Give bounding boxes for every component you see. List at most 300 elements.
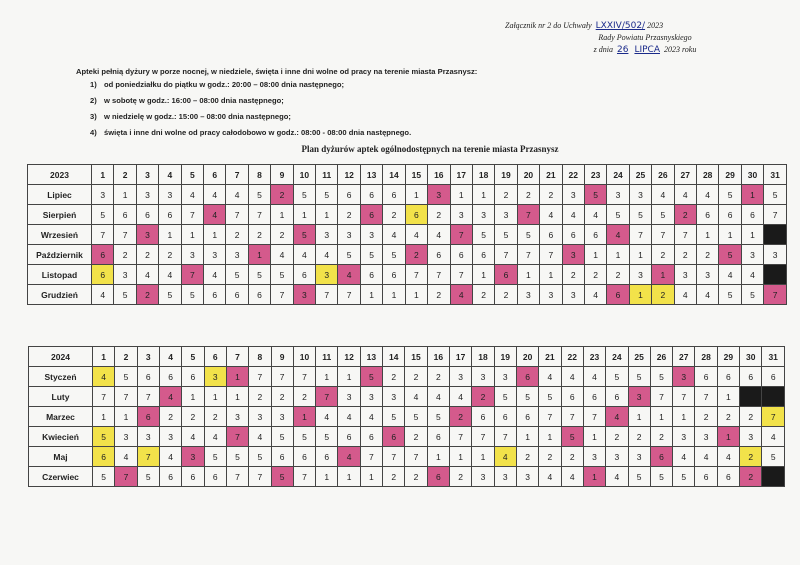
- duty-cell: 7: [226, 427, 248, 447]
- duty-cell: 7: [271, 367, 293, 387]
- duty-cell: 5: [137, 467, 159, 487]
- duty-cell: 6: [159, 367, 181, 387]
- duty-cell: 7: [316, 387, 338, 407]
- duty-cell: 7: [271, 285, 293, 305]
- duty-rules-heading: Apteki pełnią dyżury w porze nocnej, w niedziele, święta i inne dni wolne od pracy na terenie miasta Przasnysz:: [76, 67, 478, 76]
- duty-cell: 4: [181, 185, 203, 205]
- duty-cell: 4: [606, 407, 628, 427]
- resolution-number: LXXIV/502/: [595, 21, 646, 31]
- duty-cell: 1: [673, 407, 695, 427]
- duty-cell: 4: [674, 285, 696, 305]
- duty-cell: 1: [181, 225, 203, 245]
- duty-cell: 4: [316, 245, 338, 265]
- duty-cell: 4: [741, 265, 763, 285]
- duty-cell: 4: [717, 447, 739, 467]
- duty-cell: 6: [293, 447, 315, 467]
- day-header: 27: [673, 347, 695, 367]
- duty-cell: 3: [516, 467, 538, 487]
- duty-cell: 7: [405, 265, 427, 285]
- duty-cell: 7: [561, 407, 583, 427]
- duty-cell: 1: [316, 467, 338, 487]
- duty-cell: 5: [719, 245, 741, 265]
- duty-cell: 3: [114, 265, 136, 285]
- month-label: Czerwiec: [29, 467, 93, 487]
- duty-cell: 5: [316, 185, 338, 205]
- duty-cell: 7: [695, 387, 717, 407]
- day-header: 26: [652, 165, 674, 185]
- month-label: Wrzesień: [28, 225, 92, 245]
- day-header: 1: [93, 347, 115, 367]
- duty-cell: 4: [584, 285, 606, 305]
- attachment-header: [505, 20, 785, 56]
- date-month: LIPCA: [634, 45, 660, 55]
- date-suffix: 2023 roku: [663, 45, 697, 54]
- duty-cell: 6: [516, 367, 538, 387]
- duty-cell: 1: [650, 407, 672, 427]
- duty-cell: 3: [182, 447, 204, 467]
- duty-cell: 6: [450, 245, 472, 265]
- day-header: 28: [696, 165, 718, 185]
- duty-cell: 4: [584, 205, 606, 225]
- duty-cell: 4: [606, 467, 628, 487]
- duty-cell: 2: [405, 427, 427, 447]
- month-label: Grudzień: [28, 285, 92, 305]
- duty-cell: 3: [92, 185, 114, 205]
- day-header: 14: [383, 347, 405, 367]
- duty-cell: 1: [360, 467, 382, 487]
- duty-cell: 5: [539, 387, 561, 407]
- duty-cell: 2: [249, 387, 271, 407]
- duty-cell: 4: [159, 447, 181, 467]
- duty-rule-number: 2): [90, 96, 97, 105]
- duty-cell: 7: [226, 205, 248, 225]
- duty-rule-item: [90, 112, 477, 121]
- duty-cell: 3: [494, 367, 516, 387]
- duty-cell: 4: [450, 285, 472, 305]
- duty-cell: 3: [674, 265, 696, 285]
- duty-cell: 4: [652, 185, 674, 205]
- duty-cell: 1: [472, 265, 494, 285]
- duty-cell: 5: [628, 367, 650, 387]
- duty-cell: 5: [159, 285, 181, 305]
- duty-cell: 4: [674, 185, 696, 205]
- day-header: 19: [494, 347, 516, 367]
- duty-cell: 6: [383, 427, 405, 447]
- duty-cell: 2: [607, 265, 629, 285]
- duty-cell: 7: [450, 427, 472, 447]
- day-header: 22: [562, 165, 584, 185]
- duty-cell: 2: [517, 185, 539, 205]
- duty-cell: 2: [495, 185, 517, 205]
- duty-cell: 1: [741, 225, 763, 245]
- day-header: 22: [561, 347, 583, 367]
- duty-cell: 5: [762, 447, 785, 467]
- duty-cell: 3: [517, 285, 539, 305]
- duty-cell: 3: [628, 447, 650, 467]
- duty-cell: 2: [562, 265, 584, 285]
- duty-cell: 5: [293, 225, 315, 245]
- duty-cell: 2: [472, 387, 494, 407]
- duty-cell: 2: [383, 205, 405, 225]
- duty-cell: 4: [494, 447, 516, 467]
- duty-cell: 6: [182, 467, 204, 487]
- duty-cell: 3: [181, 245, 203, 265]
- duty-cell: 2: [516, 447, 538, 467]
- duty-cell: 4: [204, 185, 226, 205]
- day-header: 19: [495, 165, 517, 185]
- month-label: Styczeń: [29, 367, 93, 387]
- duty-cell: 2: [383, 367, 405, 387]
- duty-cell: 7: [517, 205, 539, 225]
- day-header: 18: [472, 347, 494, 367]
- duty-cell: 2: [182, 407, 204, 427]
- duty-cell: 3: [338, 387, 360, 407]
- day-header: 31: [764, 165, 787, 185]
- duty-cell: 2: [293, 387, 315, 407]
- duty-cell: 5: [652, 205, 674, 225]
- duty-cell: 3: [293, 285, 315, 305]
- duty-cell: 3: [629, 265, 651, 285]
- duty-table-2024: [28, 346, 785, 487]
- duty-cell: 7: [249, 367, 271, 387]
- duty-cell: 4: [562, 205, 584, 225]
- duty-cell: 1: [93, 407, 115, 427]
- duty-cell: 5: [360, 367, 382, 387]
- duty-cell: 7: [360, 447, 382, 467]
- duty-cell: 1: [338, 467, 360, 487]
- duty-cell: 4: [719, 265, 741, 285]
- duty-cell: 3: [450, 205, 472, 225]
- duty-cell: 7: [181, 205, 203, 225]
- duty-cell: 4: [540, 205, 562, 225]
- duty-cell: 4: [159, 387, 181, 407]
- duty-cell: 1: [717, 427, 739, 447]
- duty-cell: 2: [405, 367, 427, 387]
- duty-cell: 6: [607, 285, 629, 305]
- duty-cell: 2: [740, 407, 762, 427]
- duty-cell: 5: [92, 205, 114, 225]
- duty-cell: 3: [338, 225, 360, 245]
- day-header: 17: [450, 165, 472, 185]
- duty-cell: 5: [248, 265, 270, 285]
- duty-cell: 5: [293, 427, 315, 447]
- table-row: [28, 205, 787, 225]
- duty-cell: 5: [293, 185, 315, 205]
- council-name: Rady Powiatu Przasnyskiego: [598, 33, 692, 42]
- duty-cell: 2: [450, 467, 472, 487]
- day-header: 6: [204, 165, 226, 185]
- day-header: 29: [719, 165, 741, 185]
- day-header: 10: [293, 347, 315, 367]
- duty-cell: 5: [673, 467, 695, 487]
- duty-cell: 2: [405, 467, 427, 487]
- day-header: 7: [226, 165, 248, 185]
- duty-cell: 3: [494, 467, 516, 487]
- duty-cell: 3: [316, 265, 338, 285]
- duty-cell: 1: [450, 447, 472, 467]
- duty-cell: 3: [159, 427, 181, 447]
- duty-cell: 2: [271, 225, 293, 245]
- duty-cell: 4: [271, 245, 293, 265]
- duty-cell: 3: [271, 407, 293, 427]
- day-header: 17: [450, 347, 472, 367]
- duty-cell: 3: [629, 185, 651, 205]
- day-header: 30: [741, 165, 763, 185]
- duty-cell: 1: [405, 185, 427, 205]
- duty-cell: 7: [93, 387, 115, 407]
- duty-cell: 4: [226, 185, 248, 205]
- day-header: 6: [204, 347, 226, 367]
- duty-cell: 3: [673, 367, 695, 387]
- duty-cell: 5: [628, 467, 650, 487]
- duty-cell: 1: [540, 265, 562, 285]
- duty-table-2023: [27, 164, 787, 305]
- table-row: [28, 185, 787, 205]
- duty-cell: 7: [764, 205, 787, 225]
- duty-cell: 4: [696, 185, 718, 205]
- date-day: 26: [616, 45, 629, 55]
- duty-cell: 2: [674, 245, 696, 265]
- duty-cell: 5: [204, 447, 226, 467]
- duty-cell: 1: [293, 205, 315, 225]
- duty-cell: 2: [428, 205, 450, 225]
- duty-cell: 1: [316, 367, 338, 387]
- duty-cell: 6: [695, 367, 717, 387]
- duty-cell: 4: [450, 387, 472, 407]
- duty-cell: 4: [115, 447, 137, 467]
- duty-cell: 6: [159, 467, 181, 487]
- duty-cell: 1: [517, 265, 539, 285]
- duty-cell: 1: [629, 245, 651, 265]
- day-header: 14: [383, 165, 405, 185]
- duty-cell: 2: [652, 285, 674, 305]
- duty-cell: 4: [561, 367, 583, 387]
- duty-cell: 6: [383, 265, 405, 285]
- duty-cell: 4: [159, 265, 181, 285]
- duty-cell: 1: [583, 427, 605, 447]
- duty-cell: 4: [249, 427, 271, 447]
- day-header: 12: [338, 165, 360, 185]
- duty-cell: 3: [696, 265, 718, 285]
- duty-cell: 6: [93, 447, 115, 467]
- duty-cell: 4: [607, 225, 629, 245]
- duty-rules: [76, 67, 477, 144]
- duty-cell: 7: [137, 447, 159, 467]
- duty-cell: 7: [338, 285, 360, 305]
- day-header: 13: [360, 347, 382, 367]
- duty-cell: 5: [271, 427, 293, 447]
- duty-cell: 4: [136, 265, 158, 285]
- table-row: [28, 285, 787, 305]
- duty-cell: 6: [472, 407, 494, 427]
- resolution-year: 2023: [647, 21, 664, 30]
- duty-cell: 6: [293, 265, 315, 285]
- duty-cell: 1: [182, 387, 204, 407]
- day-header: 21: [539, 347, 561, 367]
- duty-cell: 2: [650, 427, 672, 447]
- day-header: 1: [92, 165, 114, 185]
- day-header: 11: [316, 165, 338, 185]
- duty-cell: 7: [249, 467, 271, 487]
- duty-cell: 3: [136, 185, 158, 205]
- duty-cell: 3: [360, 387, 382, 407]
- duty-rule-item: [90, 80, 477, 89]
- year-header: 2023: [28, 165, 92, 185]
- duty-cell: 5: [383, 245, 405, 265]
- duty-cell: 5: [764, 185, 787, 205]
- duty-cell: 2: [428, 285, 450, 305]
- duty-cell: 2: [383, 467, 405, 487]
- duty-cell: 2: [136, 285, 158, 305]
- duty-cell: 1: [450, 185, 472, 205]
- duty-cell: 6: [360, 185, 382, 205]
- duty-cell: 4: [405, 387, 427, 407]
- day-header: 12: [338, 347, 360, 367]
- table-header-row: [29, 347, 785, 367]
- duty-cell: 5: [248, 185, 270, 205]
- duty-cell: 2: [472, 285, 494, 305]
- duty-cell: 2: [271, 185, 293, 205]
- duty-rule-text: w niedzielę w godz.: 15:00 – 08:00 dnia następnego;: [104, 112, 291, 121]
- day-header: 25: [629, 165, 651, 185]
- duty-cell: 6: [226, 285, 248, 305]
- duty-cell: 5: [719, 185, 741, 205]
- duty-cell: 7: [450, 265, 472, 285]
- duty-cell: 5: [115, 367, 137, 387]
- table-row: [28, 225, 787, 245]
- duty-cell: 7: [517, 245, 539, 265]
- duty-cell: 6: [762, 367, 785, 387]
- duty-cell: 3: [204, 367, 226, 387]
- month-label: Kwiecień: [29, 427, 93, 447]
- duty-cell: 3: [741, 245, 763, 265]
- duty-cell: 6: [562, 225, 584, 245]
- duty-cell: 3: [428, 185, 450, 205]
- duty-cell: 6: [695, 467, 717, 487]
- day-header: 25: [628, 347, 650, 367]
- duty-cell: 7: [495, 245, 517, 265]
- duty-cell: 7: [383, 447, 405, 467]
- duty-cell: 4: [696, 285, 718, 305]
- duty-cell: 6: [540, 225, 562, 245]
- duty-cell: 2: [159, 407, 181, 427]
- day-header: 16: [427, 347, 449, 367]
- day-header: 4: [159, 347, 181, 367]
- duty-cell: 2: [695, 407, 717, 427]
- duty-cell: 2: [427, 367, 449, 387]
- duty-cell: 4: [204, 205, 226, 225]
- duty-cell: 5: [338, 245, 360, 265]
- duty-rule-text: od poniedziałku do piątku w godz.: 20:00 – 08:00 dnia następnego;: [104, 80, 345, 89]
- duty-cell: 6: [584, 225, 606, 245]
- duty-cell: 3: [226, 245, 248, 265]
- duty-rule-number: 1): [90, 80, 97, 89]
- duty-cell: 3: [450, 367, 472, 387]
- duty-cell: 7: [764, 285, 787, 305]
- duty-cell: 7: [293, 367, 315, 387]
- duty-cell: 6: [360, 205, 382, 225]
- duty-cell: 7: [540, 245, 562, 265]
- duty-cell: 3: [159, 185, 181, 205]
- duty-cell: 6: [494, 407, 516, 427]
- duty-cell: 5: [719, 285, 741, 305]
- duty-cell: 4: [316, 407, 338, 427]
- duty-cell: 6: [650, 447, 672, 467]
- duty-cell: 1: [383, 285, 405, 305]
- duty-cell: 6: [271, 447, 293, 467]
- duty-cell: 5: [606, 367, 628, 387]
- duty-cell: 2: [584, 265, 606, 285]
- duty-cell: 5: [741, 285, 763, 305]
- duty-cell: 3: [740, 427, 762, 447]
- duty-cell: 2: [561, 447, 583, 467]
- table-row: [29, 427, 785, 447]
- duty-cell: 7: [316, 285, 338, 305]
- day-header: 31: [762, 347, 785, 367]
- duty-cell: 6: [338, 185, 360, 205]
- duty-cell: [764, 225, 787, 245]
- duty-cell: 2: [696, 245, 718, 265]
- duty-cell: 5: [226, 265, 248, 285]
- duty-cell: 1: [226, 367, 248, 387]
- duty-rule-number: 4): [90, 128, 97, 137]
- duty-cell: 6: [137, 367, 159, 387]
- day-header: 26: [650, 347, 672, 367]
- month-label: Sierpień: [28, 205, 92, 225]
- month-label: Marzec: [29, 407, 93, 427]
- duty-cell: 6: [717, 467, 739, 487]
- duty-cell: 6: [719, 205, 741, 225]
- duty-cell: 5: [427, 407, 449, 427]
- duty-cell: 5: [607, 205, 629, 225]
- duty-cell: 5: [472, 225, 494, 245]
- duty-cell: 6: [696, 205, 718, 225]
- duty-cell: 7: [762, 407, 785, 427]
- duty-rule-number: 3): [90, 112, 97, 121]
- duty-cell: 1: [316, 205, 338, 225]
- duty-cell: [740, 387, 762, 407]
- duty-cell: 1: [696, 225, 718, 245]
- day-header: 18: [472, 165, 494, 185]
- duty-cell: 4: [673, 447, 695, 467]
- duty-cell: 1: [719, 225, 741, 245]
- duty-rules-list: [90, 80, 477, 137]
- day-header: 5: [182, 347, 204, 367]
- duty-cell: 1: [115, 407, 137, 427]
- day-header: 21: [540, 165, 562, 185]
- day-header: 27: [674, 165, 696, 185]
- month-label: Listopad: [28, 265, 92, 285]
- day-header: 2: [114, 165, 136, 185]
- date-line: [505, 44, 785, 56]
- duty-cell: 2: [495, 285, 517, 305]
- duty-cell: 5: [629, 205, 651, 225]
- table-row: [28, 265, 787, 285]
- duty-cell: 1: [539, 427, 561, 447]
- duty-cell: 4: [539, 467, 561, 487]
- duty-cell: 1: [360, 285, 382, 305]
- duty-cell: 5: [584, 185, 606, 205]
- duty-cell: 7: [115, 387, 137, 407]
- duty-cell: 6: [606, 387, 628, 407]
- duty-cell: 5: [93, 467, 115, 487]
- day-header: 13: [360, 165, 382, 185]
- duty-cell: 5: [495, 225, 517, 245]
- duty-cell: 1: [628, 407, 650, 427]
- duty-cell: 3: [136, 225, 158, 245]
- duty-cell: 2: [606, 427, 628, 447]
- duty-cell: 3: [472, 367, 494, 387]
